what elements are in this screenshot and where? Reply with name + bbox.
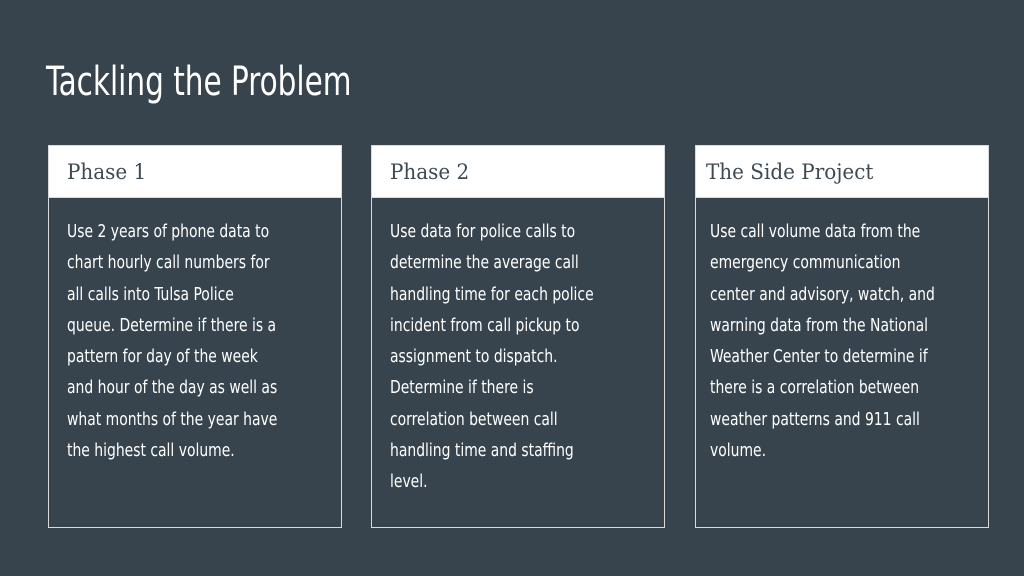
card-body-line: all calls into Tulsa Police [67,283,234,305]
card-heading: Phase 2 [390,159,470,184]
card-body-line: warning data from the National [710,314,929,336]
card-body-line: what months of the year have [67,408,278,430]
card-header [696,146,988,198]
card-body-line: Determine if there is [390,377,534,399]
card-body-line: pattern for day of the week [67,346,258,368]
card-body-line: Use 2 years of phone data to [67,221,270,242]
card-body-line: weather patterns and 911 call [710,408,920,430]
card-body [49,198,341,466]
card-body-line: assignment to dispatch. [390,346,558,368]
card-body-line: handling time for each police [390,283,594,305]
card-body-line: and hour of the day as well as [67,377,278,399]
card-body-line: determine the average call [390,252,579,274]
card-header [372,146,664,198]
card-heading: Phase 1 [67,159,147,184]
card-body-line: level. [390,471,428,493]
card-body-line: emergency communication [710,252,901,274]
card-body-line: center and advisory, watch, and [710,283,935,305]
card-body-line: correlation between call [390,408,558,430]
card-body [696,198,988,466]
card-side-project [695,145,989,528]
card-body-line: volume. [710,440,767,462]
card-body-line: queue. Determine if there is a [67,314,277,336]
card-body-line: Weather Center to determine if [710,346,928,368]
slide-title: Tackling the Problem [46,59,352,105]
card-body-line: incident from call pickup to [390,314,580,336]
card-body-line: the highest call volume. [67,440,235,462]
card-body-line: there is a correlation between [710,377,920,399]
card-body-line: Use call volume data from the [710,221,921,242]
card-body-line: handling time and staffing [390,440,574,462]
card-heading: The Side Project [706,159,874,184]
card-phase-1 [48,145,342,528]
card-body [372,198,664,498]
card-body-line: Use data for police calls to [390,221,576,242]
card-header [49,146,341,198]
card-phase-2 [371,145,665,528]
card-body-line: chart hourly call numbers for [67,252,270,274]
